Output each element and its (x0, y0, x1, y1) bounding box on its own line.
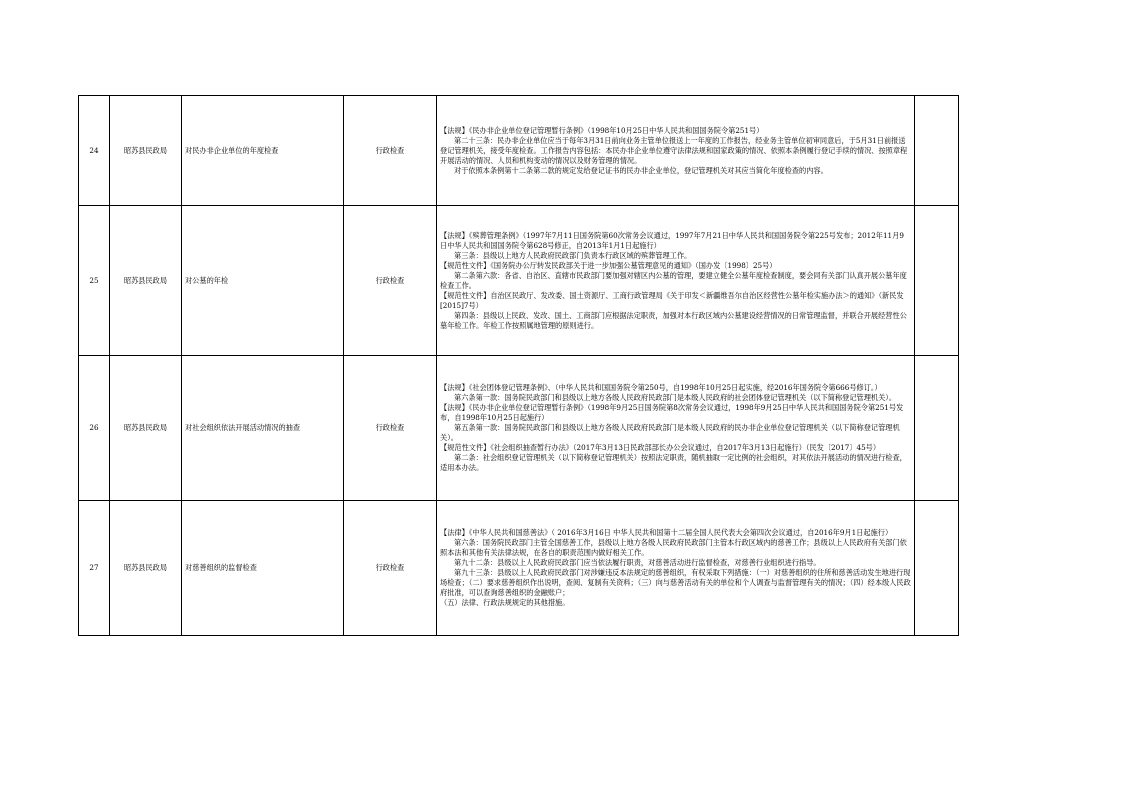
legal-basis-paragraph: 第四条：县级以上民政、发改、国土、工商部门应根据法定职责，加强对本行政区域内公墓建设经营情况的日常管理监督，并联合开展经营性公墓年检工作。年检工作按照属地管理的原则进行。 (440, 310, 907, 330)
legal-basis-paragraph: 第六条第一款：国务院民政部门和县级以上地方各级人民政府民政部门是本级人民政府的社会团体登记管理机关（以下简称登记管理机关）。 (454, 393, 897, 402)
item-type-cell: 行政检查 (344, 356, 437, 501)
legal-basis-paragraph: 第九十三条：县级以上人民政府民政部门对涉嫌违反本法规定的慈善组织，有权采取下列措施：（一）对慈善组织的住所和慈善活动发生地进行现场检查；（二）要求慈善组织作出说明，查阅、复制有关资料；（三）向与慈善活动有关的单位和个人调查与监督管理有关的情况；（四）经本级人民政府批准，可以查询慈善组织的金融账户； (440, 568, 911, 597)
department-cell: 昭苏县民政局 (110, 96, 182, 206)
legal-basis-cell (437, 501, 915, 636)
item-type-cell: 行政检查 (344, 501, 437, 636)
legal-basis-paragraph: 【法规】《民办非企业单位登记管理暂行条例》（1998年9月25日国务院第8次常务会议通过，1998年9月25日中华人民共和国国务院令第251号发布，自1998年10月25日起施行） (440, 403, 904, 422)
legal-basis-paragraph: 【法规】《殡葬管理条例》（1997年7月11日国务院第60次常务会议通过，1997年7月21日中华人民共和国国务院令第225号发布；2012年11月9日中华人民共和国国务院令第628号修正，自2013年1月1日起施行） (440, 230, 904, 250)
legal-basis-paragraph: 【规范性文件】自治区民政厅、发改委、国土资源厅、工商行政管理局《关于印发＜新疆维吾尔自治区经营性公墓年检实施办法＞的通知》（新民发[2015]7号） (440, 290, 904, 310)
row-number: 24 (79, 96, 110, 206)
legal-basis-paragraph: 【法规】《民办非企业单位登记管理暂行条例》（1998年10月25日中华人民共和国国务院令第251号） (440, 125, 764, 135)
legal-basis-paragraph: 【规范性文件】《国务院办公厅转发民政部关于进一步加强公墓管理意见的通知》（国办发〔1998〕25号） (440, 260, 777, 270)
item-type-cell: 行政检查 (344, 206, 437, 356)
item-name-cell: 对民办非企业单位的年度检查 (182, 96, 344, 206)
item-name-cell: 对慈善组织的监督检查 (182, 501, 344, 636)
item-name-cell: 对公墓的年检 (182, 206, 344, 356)
legal-basis-cell (437, 96, 915, 206)
legal-basis-cell (437, 206, 915, 356)
department-cell: 昭苏县民政局 (110, 206, 182, 356)
legal-basis-paragraph: 第三条：县级以上地方人民政府民政部门负责本行政区域的殡葬管理工作。 (454, 250, 692, 260)
department-cell: 昭苏县民政局 (110, 501, 182, 636)
remarks-cell (915, 501, 959, 636)
table-row (79, 96, 959, 206)
law-enforcement-table (78, 95, 959, 636)
table-row (79, 356, 959, 501)
remarks-cell (915, 356, 959, 501)
item-name-cell: 对社会组织依法开展活动情况的抽查 (182, 356, 344, 501)
legal-basis-paragraph: （五）法律、行政法规规定的其他措施。 (440, 598, 570, 607)
legal-basis-paragraph: 第六条：国务院民政部门主管全国慈善工作，县级以上地方各级人民政府民政部门主管本行政区域内的慈善工作；县级以上人民政府有关部门依照本法和其他有关法律法规，在各自的职责范围内做好相关工作。 (440, 538, 907, 557)
legal-basis-paragraph: 第二条第六款：各省、自治区、直辖市民政部门要加强对辖区内公墓的管理，要建立健全公墓年度检查制度，要会同有关部门认真开展公墓年度检查工作。 (440, 270, 907, 290)
legal-basis-paragraph: 第二十三条：民办非企业单位应当于每年3月31日前向业务主管单位报送上一年度的工作报告，经业务主管单位初审同意后，于5月31日前报送登记管理机关，接受年度检查。工作报告内容包括：本民办非企业单位遵守法律法规和国家政策的情况、依照本条例履行登记手续的情况、按照章程开展活动的情况、人员和机构变动的情况以及财务管理的情况。 (440, 135, 908, 165)
row-number: 27 (79, 501, 110, 636)
table-row (79, 206, 959, 356)
table-row (79, 501, 959, 636)
legal-basis-paragraph: 第二条：社会组织登记管理机关（以下简称登记管理机关）按照法定职责，随机抽取一定比例的社会组织，对其依法开展活动的情况进行检查，适用本办法。 (440, 453, 907, 472)
legal-basis-paragraph: 【法规】《社会团体登记管理条例》、（中华人民共和国国务院令第250号，自1998年10月25日起实施，经2016年国务院令第666号修订。） (440, 383, 882, 392)
remarks-cell (915, 96, 959, 206)
item-type-cell: 行政检查 (344, 96, 437, 206)
row-number: 25 (79, 206, 110, 356)
legal-basis-paragraph: 对于依照本条例第十二条第二款的规定发给登记证书的民办非企业单位，登记管理机关对其应当简化年度检查的内容。 (454, 165, 828, 175)
legal-basis-paragraph: 第九十二条：县级以上人民政府民政部门应当依法履行职责，对慈善活动进行监督检查，对慈善行业组织进行指导。 (454, 558, 821, 567)
legal-basis-paragraph: 【规范性文件】《社会组织抽查暂行办法》（2017年3月13日民政部部长办公会议通过，自2017年3月13日起施行）（民发〔2017〕45号） (440, 443, 881, 452)
department-cell: 昭苏县民政局 (110, 356, 182, 501)
legal-basis-paragraph: 第五条第一款：国务院民政部门和县级以上地方各级人民政府民政部门是本级人民政府的民办非企业单位登记管理机关（以下简称登记管理机关）。 (440, 423, 900, 442)
row-number: 26 (79, 356, 110, 501)
table-body (79, 96, 959, 636)
legal-basis-cell (437, 356, 915, 501)
remarks-cell (915, 206, 959, 356)
legal-basis-paragraph: 【法律】《中华人民共和国慈善法》（ 2016年3月16日 中华人民共和国第十二届全国人民代表大会第四次会议通过，自2016年9月1日起施行） (440, 528, 893, 537)
